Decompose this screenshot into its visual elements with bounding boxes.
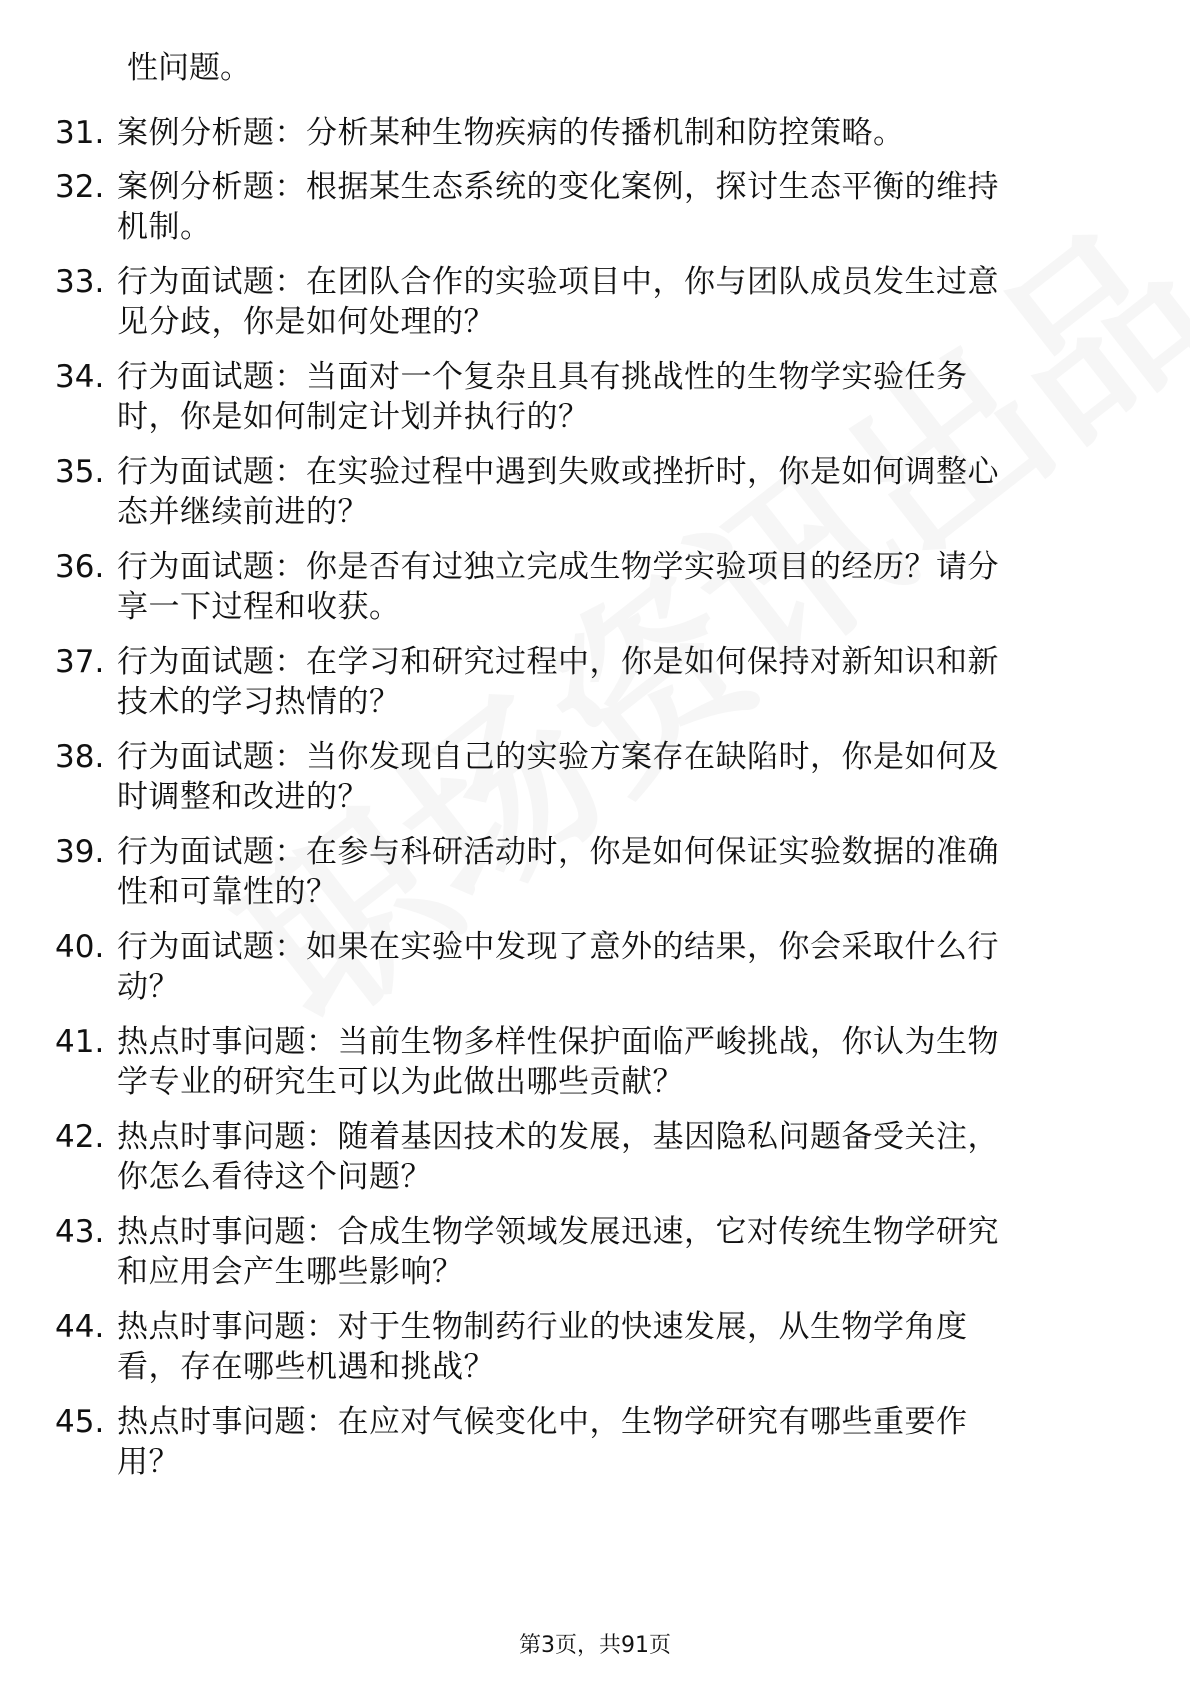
page-footer: 第3页，共91页 [519, 1633, 671, 1658]
item-text-line1: 行为面试题：在团队合作的实验项目中，你与团队成员发生过意 [117, 264, 999, 300]
item-text-line2: 时调整和改进的？ [117, 779, 369, 815]
item-text-line2: 用？ [117, 1444, 180, 1480]
item-number: 40. [55, 929, 105, 965]
item-text-line2: 机制。 [117, 209, 212, 245]
item-text-line2: 学专业的研究生可以为此做出哪些贡献？ [117, 1064, 684, 1100]
item-text-line2: 动？ [117, 969, 180, 1005]
item-text-line1: 热点时事问题：对于生物制药行业的快速发展，从生物学角度 [117, 1309, 968, 1345]
item-text-line1: 行为面试题：当面对一个复杂且具有挑战性的生物学实验任务 [117, 359, 968, 395]
item-text-line1: 热点时事问题：在应对气候变化中，生物学研究有哪些重要作 [117, 1404, 968, 1440]
item-text-line2: 技术的学习热情的？ [117, 684, 401, 720]
item-number: 41. [55, 1024, 105, 1060]
item-text-line1: 案例分析题：根据某生态系统的变化案例，探讨生态平衡的维持 [117, 169, 999, 205]
item-text-line1: 行为面试题：在实验过程中遇到失败或挫折时，你是如何调整心 [117, 454, 999, 490]
item-text-line2: 时，你是如何制定计划并执行的？ [117, 399, 590, 435]
item-text-line2: 和应用会产生哪些影响？ [117, 1254, 464, 1290]
item-text-line1: 行为面试题：如果在实验中发现了意外的结果，你会采取什么行 [117, 929, 999, 965]
item-text-line1: 热点时事问题：当前生物多样性保护面临严峻挑战，你认为生物 [117, 1024, 999, 1060]
item-text-line1: 行为面试题：在参与科研活动时，你是如何保证实验数据的准确 [117, 834, 999, 870]
item-number: 34. [55, 359, 105, 395]
item-number: 38. [55, 739, 105, 775]
item-text-line1: 热点时事问题：合成生物学领域发展迅速，它对传统生物学研究 [117, 1214, 999, 1250]
item-number: 44. [55, 1309, 105, 1345]
item-number: 39. [55, 834, 105, 870]
item-number: 36. [55, 549, 105, 585]
item-number: 31. [55, 115, 105, 151]
item-number: 32. [55, 169, 105, 205]
item-text-line2: 态并继续前进的？ [117, 494, 369, 530]
continuation-text: 性问题。 [127, 50, 251, 86]
item-text-line1: 行为面试题：你是否有过独立完成生物学实验项目的经历？请分 [117, 549, 999, 585]
item-text-line1: 行为面试题：在学习和研究过程中，你是如何保持对新知识和新 [117, 644, 999, 680]
item-text-line2: 你怎么看待这个问题？ [117, 1159, 432, 1195]
item-text-line2: 享一下过程和收获。 [117, 589, 401, 625]
item-text-line1: 热点时事问题：随着基因技术的发展，基因隐私问题备受关注， [117, 1119, 999, 1155]
item-text-line2: 看，存在哪些机遇和挑战？ [117, 1349, 495, 1385]
item-number: 43. [55, 1214, 105, 1250]
item-text-line1: 案例分析题：分析某种生物疾病的传播机制和防控策略。 [117, 115, 905, 151]
item-number: 45. [55, 1404, 105, 1440]
item-number: 35. [55, 454, 105, 490]
item-number: 33. [55, 264, 105, 300]
item-number: 42. [55, 1119, 105, 1155]
item-text-line2: 性和可靠性的？ [117, 874, 338, 910]
item-text-line2: 见分歧，你是如何处理的？ [117, 304, 495, 340]
item-number: 37. [55, 644, 105, 680]
item-text-line1: 行为面试题：当你发现自己的实验方案存在缺陷时，你是如何及 [117, 739, 999, 775]
